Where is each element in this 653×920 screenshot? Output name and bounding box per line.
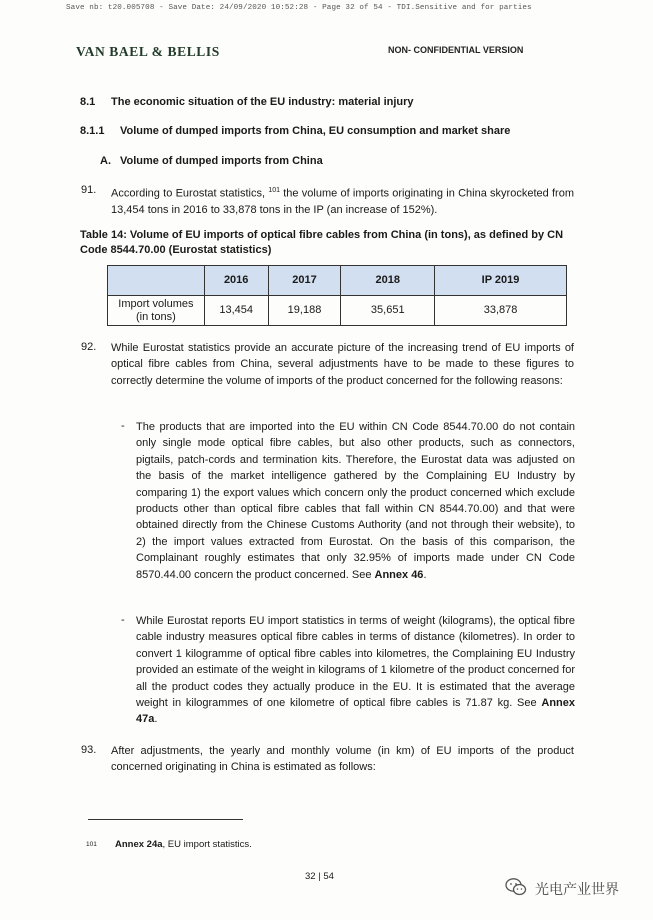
bullet-text: The products that are imported into the EU within CN Code 8544.70.00 do not contain only single mode optical fibre cables, but also other products, such as connectors, pigtails, patch-cords and termination kits. Therefore, the Eurostat data was adjusted on the basis of the market intelligence gathered by the Complaining EU Industry by comparing 1) the export values which concern only the product concerned which exclude products other than optical fibre cables that fall within CN 8544.70.00) and that were obtained directly from the Chinese Customs Authority (and not through their website), to 2) the import values extracted from Eurostat. On the basis of this comparison, the Complainant roughly estimates that only 32.95% of imports made under CN Code 8570.44.00 concern the product concerned. See xyxy=(136,421,575,581)
bullet-dash: - xyxy=(121,420,125,432)
paragraph-91 xyxy=(111,183,574,218)
paragraph-92: While Eurostat statistics provide an accurate picture of the increasing trend of EU imports of optical fibre cables from China, several adjustments have to be made to these figures to correctly determine the volume of imports of the product concerned for the following reasons: xyxy=(111,342,574,387)
heading-8-1-1-number: 8.1.1 xyxy=(80,125,105,137)
footnote-separator xyxy=(88,819,243,820)
bullet-cn-code-adjustment xyxy=(136,419,575,583)
bullet-text-end: . xyxy=(423,568,427,581)
table-header-2018: 2018 xyxy=(341,266,435,296)
table-header-row xyxy=(108,266,567,296)
footnote-text: , EU import statistics. xyxy=(162,839,252,850)
footnote-reference-101[interactable]: 101 xyxy=(268,187,280,194)
annex-47a-reference[interactable]: Annex 47a xyxy=(136,697,575,726)
table-cell-2016: 13,454 xyxy=(204,296,268,326)
page-number: 32 | 54 xyxy=(305,871,334,882)
table-header-empty xyxy=(108,266,205,296)
watermark xyxy=(505,877,619,900)
bullet-text: While Eurostat reports EU import statistics in terms of weight (kilograms), the optical fibre cable industry measures optical fibre cables in terms of distance (kilometres). In order to convert 1 kilogramme of optical fibre cables into kilometres, the Complaining EU Industry provided an estimate of the weight in kilograms of 1 kilometre of the product concerned for all the product codes they actually produce in the EU. It is estimated that the average weight in kilogrammes of one kilometre of optical fibre cables is 71.87 kg. See xyxy=(136,615,576,710)
document-stamp: Save nb: t20.005708 - Save Date: 24/09/2020 10:52:28 - Page 32 of 54 - TDI.Sensitive and for parties xyxy=(66,4,532,12)
heading-a-number: A. xyxy=(100,155,111,167)
footnote-101 xyxy=(115,839,252,850)
table-14-caption: Table 14: Volume of EU imports of optical fibre cables from China (in tons), as defined by CN Code 8544.70.00 (Eurostat statistics) xyxy=(80,229,564,256)
paragraph-92-number: 92. xyxy=(81,341,97,353)
table-header-2017: 2017 xyxy=(268,266,341,296)
wechat-icon xyxy=(505,877,527,900)
annex-24a-reference[interactable]: Annex 24a xyxy=(115,839,163,850)
table-cell-2017: 19,188 xyxy=(268,296,341,326)
paragraph-91-number: 91. xyxy=(81,184,97,196)
table-row xyxy=(108,296,567,326)
table-header-ip-2019: IP 2019 xyxy=(435,266,567,296)
bullet-text-end: . xyxy=(154,713,158,726)
table-header-2016: 2016 xyxy=(204,266,268,296)
bullet-dash: - xyxy=(121,614,125,626)
heading-8-1-number: 8.1 xyxy=(80,96,96,108)
footnote-number: 101 xyxy=(86,841,97,848)
bullet-weight-conversion xyxy=(136,613,575,728)
table-cell-ip-2019: 33,878 xyxy=(435,296,567,326)
paragraph-93-number: 93. xyxy=(81,744,97,756)
heading-a: Volume of dumped imports from China xyxy=(120,155,323,167)
heading-8-1-1: Volume of dumped imports from China, EU consumption and market share xyxy=(120,125,511,137)
confidentiality-label: NON- CONFIDENTIAL VERSION xyxy=(388,45,524,55)
table-cell-2018: 35,651 xyxy=(341,296,435,326)
table-14 xyxy=(107,265,567,326)
paragraph-91-text-end: the volume of imports originating in China skyrocketed from 13,454 tons in 2016 to 33,878 tons in the IP (an increase of 152%). xyxy=(111,187,575,217)
table-row-label: Import volumes (in tons) xyxy=(108,296,205,326)
paragraph-93: After adjustments, the yearly and monthly volume (in km) of EU imports of the product concerned originating in China is estimated as follows: xyxy=(111,745,574,774)
firm-logo: VAN BAEL & BELLIS xyxy=(76,44,220,59)
annex-46-reference[interactable]: Annex 46 xyxy=(374,568,424,581)
heading-8-1: The economic situation of the EU industry: material injury xyxy=(111,96,414,108)
paragraph-91-text-start: According to Eurostat statistics, xyxy=(111,187,266,200)
watermark-text: 光电产业世界 xyxy=(535,880,619,897)
